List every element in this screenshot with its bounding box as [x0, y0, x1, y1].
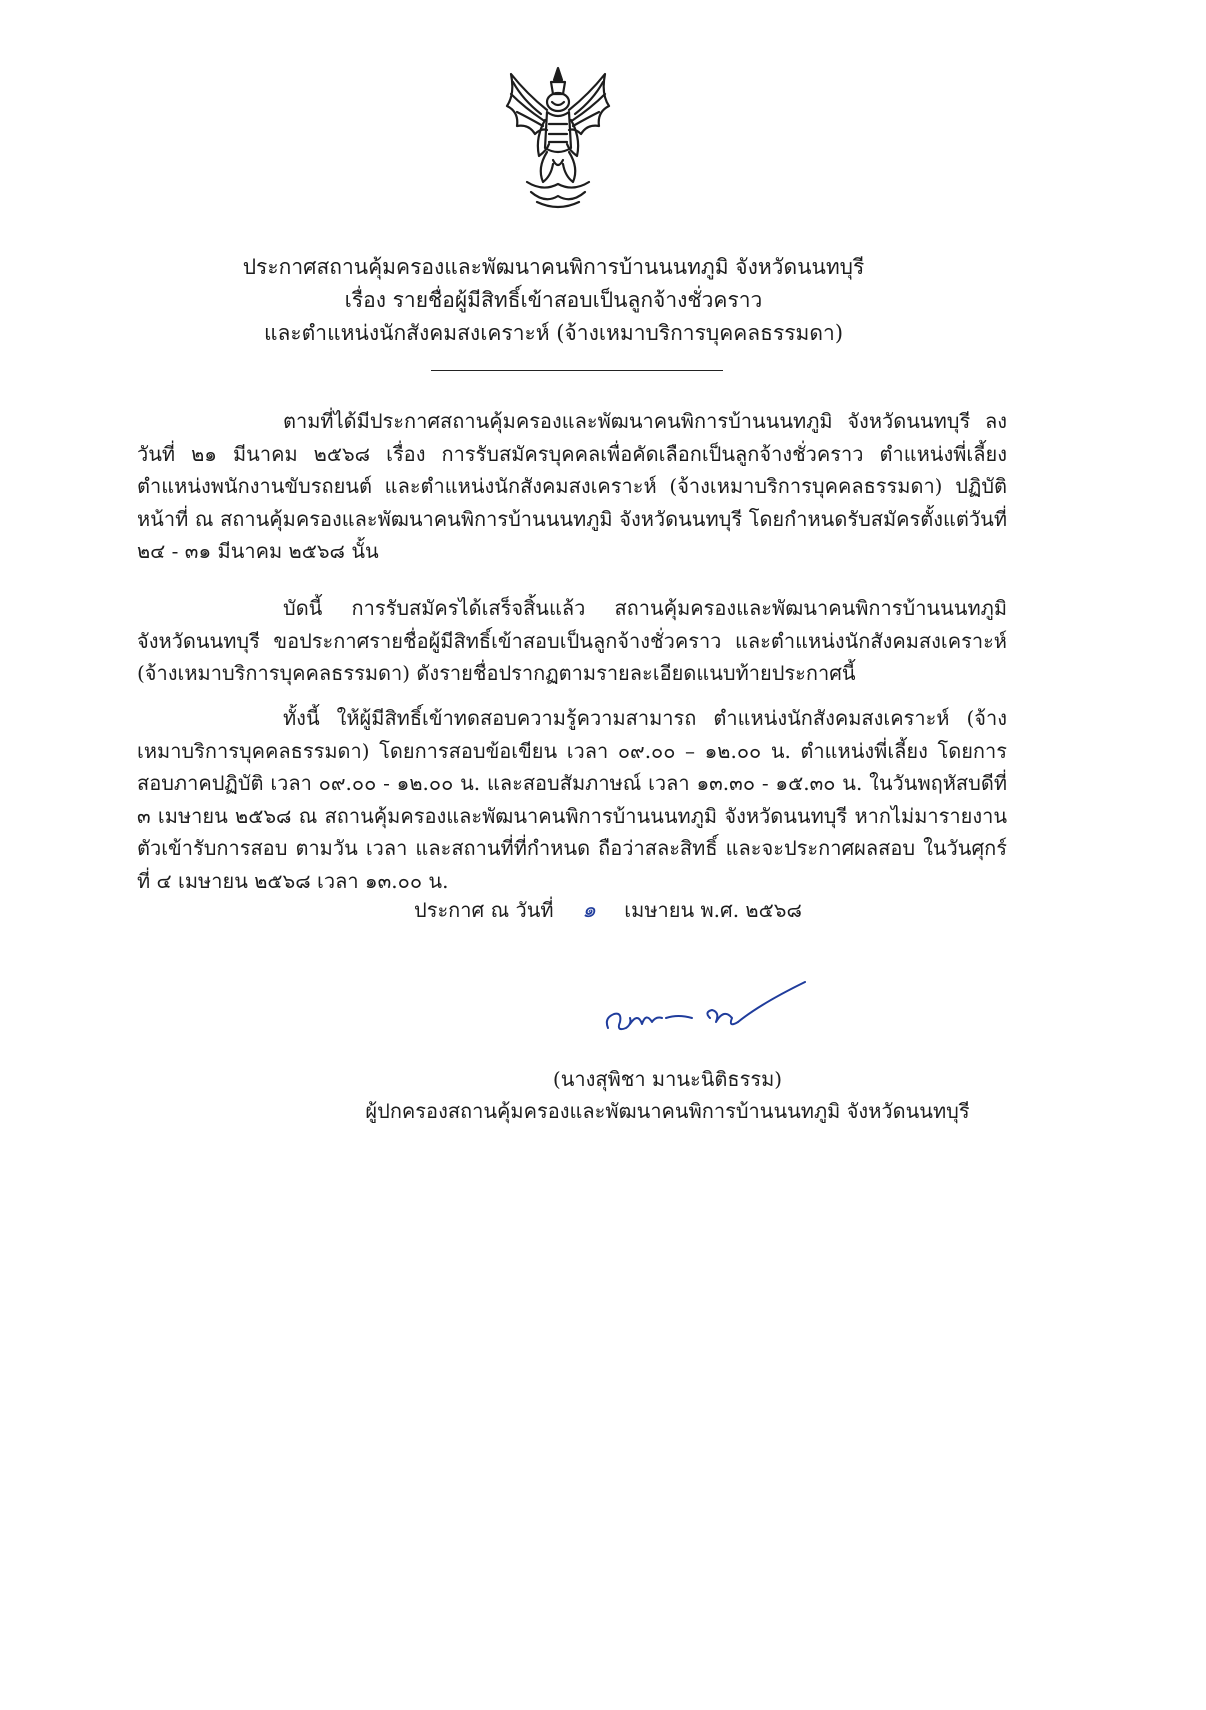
header-divider: [431, 370, 723, 371]
paragraph-background: [137, 405, 1007, 568]
signer-name: (นางสุพิชา มานะนิติธรรม): [552, 1067, 783, 1091]
announcement-date: [414, 895, 802, 926]
announcement-date-suffix: เมษายน พ.ศ. ๒๕๖๘: [624, 898, 802, 922]
paragraph-exam-details-text: ทั้งนี้ ให้ผู้มีสิทธิ์เข้าทดสอบความรู้ความสามารถ ตำแหน่งนักสังคมสงเคราะห์ (จ้างเหมาบริการบุคคลธรรมดา) โดยการสอบข้อเขียน เวลา ๐๙.๐๐ – ๑๒.๐๐ น. ตำแหน่งพี่เลี้ยง โดยการสอบภาคปฏิบัติ เวลา ๐๙.๐๐ - ๑๒.๐๐ น. และสอบสัมภาษณ์ เวลา ๑๓.๓๐ - ๑๕.๓๐ น. ในวันพฤหัสบดีที่ ๓ เมษายน ๒๕๖๘ ณ สถานคุ้มครองและพัฒนาคนพิการบ้านนนทภูมิ จังหวัดนนทบุรี หากไม่มารายงานตัวเข้ารับการสอบ ตามวัน เวลา และสถานที่ที่กำหนด ถือว่าสละสิทธิ์ และจะประกาศผลสอบ ในวันศุกร์ที่ ๔ เมษายน ๒๕๖๘ เวลา ๑๓.๐๐ น.: [137, 706, 1007, 893]
signature-image: [600, 978, 810, 1048]
paragraph-exam-details: [137, 702, 1007, 897]
header-title-line1: ประกาศสถานคุ้มครองและพัฒนาคนพิการบ้านนนทภูมิ จังหวัดนนทบุรี: [242, 255, 865, 279]
announcement-day-handwritten: ๑: [581, 898, 596, 923]
header-subject-line: เรื่อง รายชื่อผู้มีสิทธิ์เข้าสอบเป็นลูกจ้างชั่วคราว: [344, 288, 763, 312]
header-subject-continuation: และตำแหน่งนักสังคมสงเคราะห์ (จ้างเหมาบริการบุคคลธรรมดา): [263, 321, 844, 345]
announcement-date-prefix: ประกาศ ณ วันที่: [414, 898, 554, 922]
paragraph-background-text: ตามที่ได้มีประกาศสถานคุ้มครองและพัฒนาคนพิการบ้านนนทภูมิ จังหวัดนนทบุรี ลงวันที่ ๒๑ มีนาคม ๒๕๖๘ เรื่อง การรับสมัครบุคคลเพื่อคัดเลือกเป็นลูกจ้างชั่วคราว ตำแหน่งพี่เลี้ยง ตำแหน่งพนักงานขับรถยนต์ และตำแหน่งนักสังคมสงเคราะห์ (จ้างเหมาบริการบุคคลธรรมดา) ปฏิบัติหน้าที่ ณ สถานคุ้มครองและพัฒนาคนพิการบ้านนนทภูมิ จังหวัดนนทบุรี โดยกำหนดรับสมัครตั้งแต่วันที่ ๒๔ - ๓๑ มีนาคม ๒๕๖๘ นั้น: [137, 409, 1007, 563]
paragraph-announcement-text: บัดนี้ การรับสมัครได้เสร็จสิ้นแล้ว สถานคุ้มครองและพัฒนาคนพิการบ้านนนทภูมิ จังหวัดนนทบุรี ขอประกาศรายชื่อผู้มีสิทธิ์เข้าสอบเป็นลูกจ้างชั่วคราว และตำแหน่งนักสังคมสงเคราะห์ (จ้างเหมาบริการบุคคลธรรมดา) ดังรายชื่อปรากฏตามรายละเอียดแนบท้ายประกาศนี้: [137, 596, 1007, 685]
signer-position: ผู้ปกครองสถานคุ้มครองและพัฒนาคนพิการบ้านนนทภูมิ จังหวัดนนทบุรี: [365, 1099, 970, 1123]
paragraph-announcement: [137, 592, 1007, 690]
garuda-emblem-icon: [497, 64, 619, 212]
